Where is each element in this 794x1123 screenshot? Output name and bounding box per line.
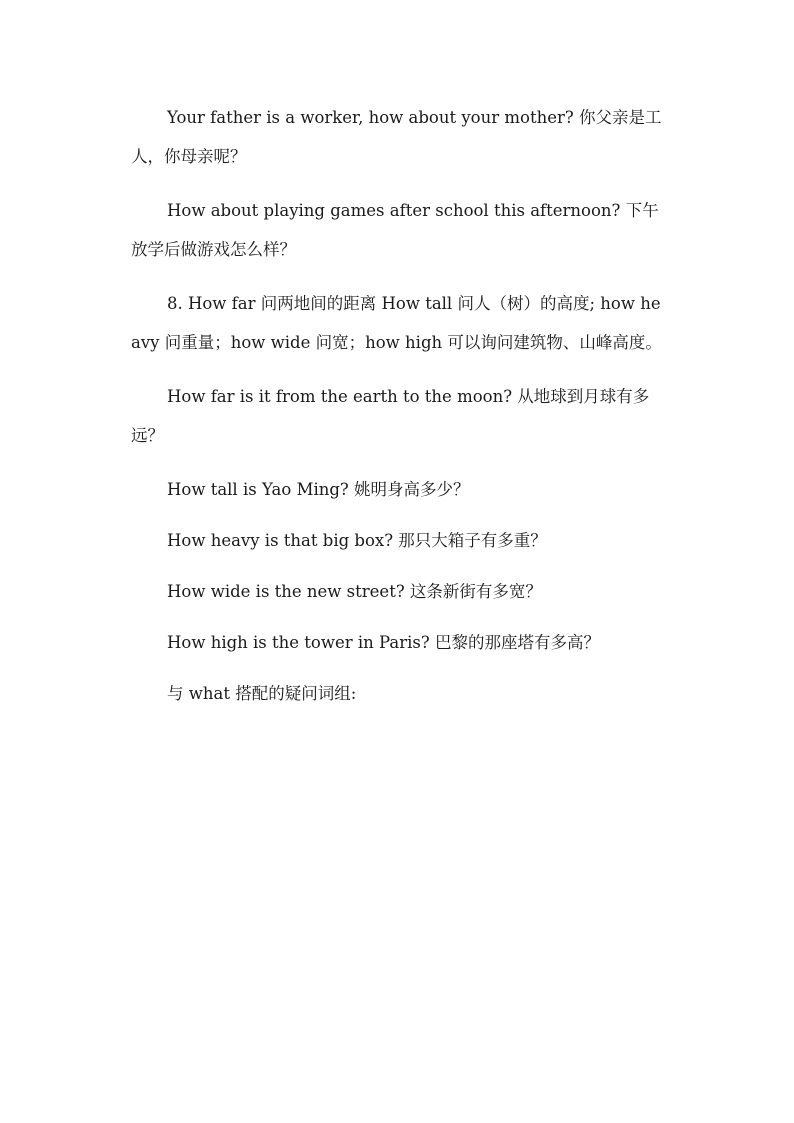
paragraph-what-phrases-heading: 与 what 搭配的疑问词组: — [167, 684, 357, 703]
paragraph-how-tall-example: How tall is Yao Ming? 姚明身高多少？ — [167, 480, 470, 499]
paragraph-how-wide-example: How wide is the new street? 这条新街有多宽？ — [167, 582, 542, 601]
paragraph-how-about-mother: Your father is a worker, how about your mother? 你父亲是工人，你母亲呢？ — [131, 108, 662, 166]
paragraph-how-high-example: How high is the tower in Paris? 巴黎的那座塔有多高？ — [167, 633, 600, 652]
paragraph-how-about-games: How about playing games after school this afternoon? 下午放学后做游戏怎么样？ — [131, 201, 659, 259]
document-body — [131, 98, 665, 713]
paragraph-how-far-example: How far is it from the earth to the moon? 从地球到月球有多远？ — [131, 387, 650, 445]
paragraph-how-far-rule: 8. How far 问两地间的距离 How tall 问人（树）的高度; how heavy 问重量；how wide 问宽；how high 可以询问建筑物、山峰高度。 — [131, 294, 662, 352]
paragraph-how-heavy-example: How heavy is that big box? 那只大箱子有多重？ — [167, 531, 547, 550]
